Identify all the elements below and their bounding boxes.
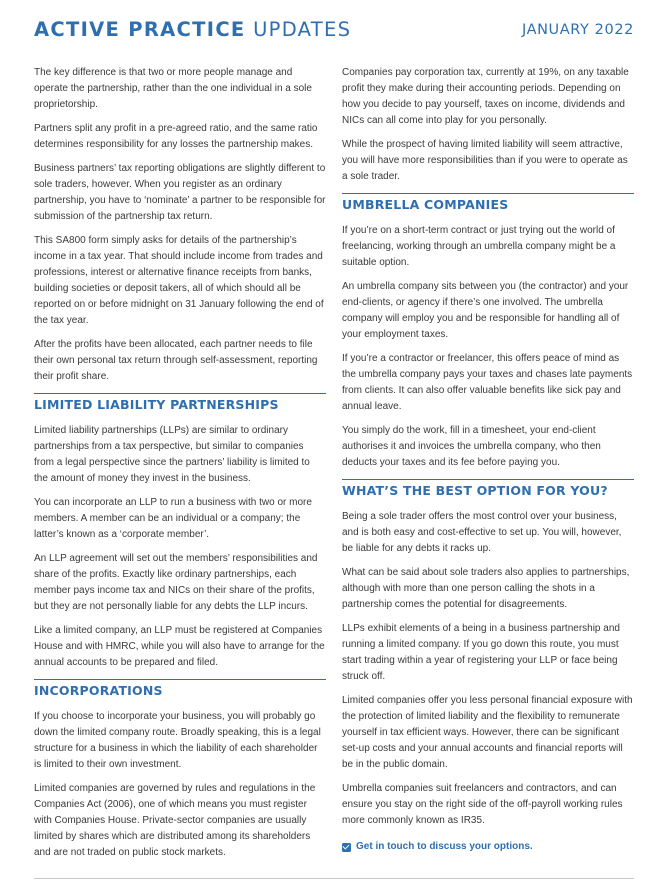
issue-date: JANUARY 2022 <box>521 22 634 38</box>
body-paragraph: The key difference is that two or more people manage and operate the partnership, rather than the one individual in a sole proprietorship. <box>34 67 312 110</box>
body-paragraph: LLPs exhibit elements of a being in a business partnership and running a limited company. If you go down this route, you must start trading within a year of registering your LLP or face being struck off. <box>342 623 620 682</box>
body-paragraph: You can incorporate an LLP to run a business with two or more members. A member can be an individual or a company; the latter’s known as a ‘corporate member’. <box>34 497 312 540</box>
body-paragraph: Limited companies offer you less personal financial exposure with the protection of limited liability and the flexibility to remunerate yourself in tax efficient ways. However, there can be significant set-up costs and your annual accounts and financial reports will be in the public domain. <box>342 695 633 770</box>
section-heading-best-option: WHAT’S THE BEST OPTION FOR YOU? <box>342 479 634 499</box>
footer-divider <box>34 878 634 879</box>
section-heading-incorporations: INCORPORATIONS <box>34 679 326 699</box>
body-paragraph: Limited companies are governed by rules and regulations in the Companies Act (2006), one of which means you must register with Companies House. Private-sector companies are usually limited by shares which are distributed among its shareholders and are not traded on public stock markets. <box>34 783 316 858</box>
get-in-touch-link[interactable] <box>342 839 634 855</box>
body-paragraph: This SA800 form simply asks for details of the partnership’s income in a tax year. That should include income from trades and professions, interest or alternative finance receipts from banks, building societies or deposit takers, all of which should all be reported on or before midnight on 31 January following the end of the tax year. <box>34 235 324 326</box>
newsletter-title <box>34 18 351 41</box>
page-header <box>34 18 634 44</box>
body-paragraph: What can be said about sole traders also applies to partnerships, although with more than one person calling the shots in a partnership comes the potential for disagreements. <box>342 567 630 610</box>
body-paragraph: If you’re a contractor or freelancer, this offers peace of mind as the umbrella company pays your taxes and chases late payments from clients. It can also offer valuable benefits like sick pay and annual leave. <box>342 353 633 412</box>
body-paragraph: After the profits have been allocated, each partner needs to file their own personal tax return through self-assessment, reporting their profit share. <box>34 339 318 382</box>
body-paragraph: You simply do the work, fill in a timesheet, your end-client authorises it and invoices the umbrella company, who then deducts your taxes and its fee before paying you. <box>342 425 601 468</box>
body-paragraph: Limited liability partnerships (LLPs) are similar to ordinary partnerships from a tax perspective, but similar to companies from a legal perspective since the partners’ liability is limited to the amount of money they invest in the business. <box>34 425 310 484</box>
section-heading-umbrella: UMBRELLA COMPANIES <box>342 193 634 213</box>
body-paragraph: If you choose to incorporate your business, you will probably go down the limited company route. Broadly speaking, this is a legal structure for a business in which the liability of each shareholder is limited to their own investment. <box>34 711 321 770</box>
body-paragraph: Like a limited company, an LLP must be registered at Companies House and with HMRC, while you will also have to arrange for the annual accounts to be prepared and filed. <box>34 625 325 668</box>
body-paragraph: While the prospect of having limited liability will seem attractive, you will have more responsibilities than if you were to operate as a sole trader. <box>342 139 628 182</box>
checkbox-arrow-icon <box>342 843 351 852</box>
body-paragraph: Business partners’ tax reporting obligations are slightly different to sole traders, however. When you register as an ordinary partnership, you have to ‘nominate’ a partner to be responsible for submission of the partnership tax return. <box>34 163 326 222</box>
body-paragraph: Being a sole trader offers the most control over your business, and is both easy and cost-effective to set up. You will, however, be liable for any debts it racks up. <box>342 511 622 554</box>
body-paragraph: If you’re on a short-term contract or just trying out the world of freelancing, working through an umbrella company might be a suitable option. <box>342 225 616 268</box>
cta-label[interactable]: Get in touch to discuss your options. <box>356 841 533 852</box>
body-paragraph: Partners split any profit in a pre-agreed ratio, and the same ratio determines responsibility for any losses the partnership makes. <box>34 123 318 150</box>
right-column <box>342 65 634 855</box>
left-column <box>34 65 326 869</box>
body-paragraph: Umbrella companies suit freelancers and contractors, and can ensure you stay on the right side of the off-payroll working rules more commonly known as IR35. <box>342 783 623 826</box>
title-bold: ACTIVE PRACTICE <box>34 18 246 41</box>
body-paragraph: Companies pay corporation tax, currently at 19%, on any taxable profit they make during their accounting periods. Depending on how you decide to pay yourself, taxes on income, dividends and NICs can all come into play for you personally. <box>342 67 629 126</box>
body-paragraph: An LLP agreement will set out the members’ responsibilities and share of the profits. Exactly like ordinary partnerships, each member pays income tax and NICs on their share of the profits, but they are not personally liable for any debts the LLP incurs. <box>34 553 318 612</box>
title-light: UPDATES <box>253 18 352 41</box>
section-heading-llp: LIMITED LIABILITY PARTNERSHIPS <box>34 393 326 413</box>
body-paragraph: An umbrella company sits between you (the contractor) and your end-clients, or agency if there’s one involved. The umbrella company will employ you and be responsible for handling all of your employment taxes. <box>342 281 629 340</box>
